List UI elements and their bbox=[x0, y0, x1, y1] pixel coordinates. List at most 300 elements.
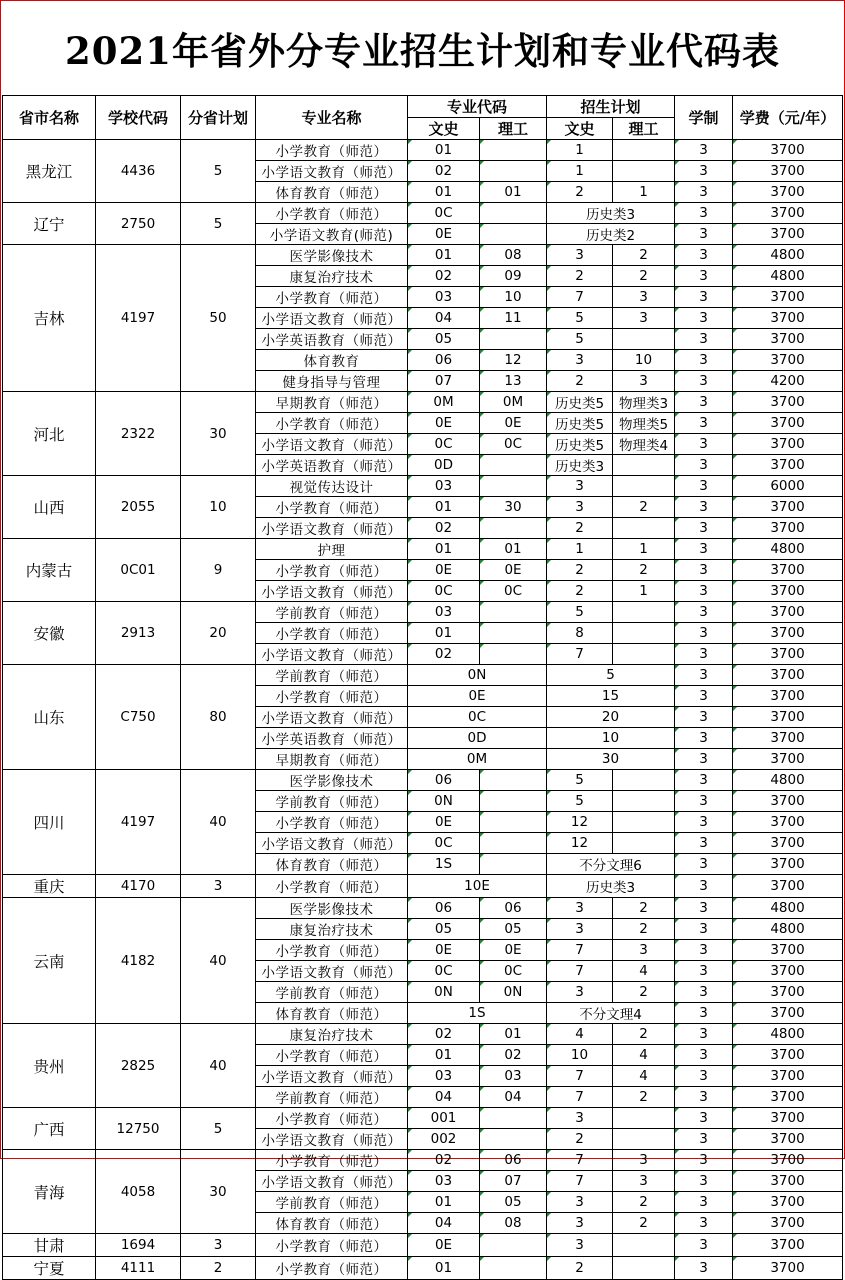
plan-liberal-cell[interactable]: 12 bbox=[547, 812, 613, 833]
tuition-cell[interactable]: 3700 bbox=[733, 224, 843, 245]
code-liberal-cell[interactable]: 001 bbox=[408, 1108, 480, 1129]
major-cell[interactable]: 小学教育（师范） bbox=[256, 686, 408, 707]
code-science-cell[interactable] bbox=[480, 812, 547, 833]
code-liberal-cell[interactable]: 01 bbox=[408, 497, 480, 518]
years-cell[interactable]: 3 bbox=[675, 644, 733, 665]
major-cell[interactable]: 小学语文教育（师范） bbox=[256, 434, 408, 455]
years-cell[interactable]: 3 bbox=[675, 308, 733, 329]
plan-liberal-cell[interactable]: 3 bbox=[547, 350, 613, 371]
province-cell[interactable]: 重庆 bbox=[3, 875, 96, 898]
plan-liberal-cell[interactable]: 7 bbox=[547, 1150, 613, 1171]
tuition-cell[interactable]: 3700 bbox=[733, 749, 843, 770]
code-liberal-cell[interactable]: 03 bbox=[408, 1066, 480, 1087]
years-cell[interactable]: 3 bbox=[675, 1024, 733, 1045]
plan-science-cell[interactable]: 3 bbox=[613, 1171, 675, 1192]
school-code-cell[interactable]: 2322 bbox=[96, 392, 181, 476]
years-cell[interactable]: 3 bbox=[675, 898, 733, 919]
major-cell[interactable]: 体育教育（师范） bbox=[256, 1003, 408, 1024]
quota-cell[interactable]: 2 bbox=[181, 1257, 256, 1280]
code-science-cell[interactable]: 09 bbox=[480, 266, 547, 287]
plan-total-cell[interactable]: 15 bbox=[547, 686, 675, 707]
years-cell[interactable]: 3 bbox=[675, 392, 733, 413]
school-code-cell[interactable]: 2825 bbox=[96, 1024, 181, 1108]
code-science-cell[interactable]: 0C bbox=[480, 961, 547, 982]
code-science-cell[interactable] bbox=[480, 602, 547, 623]
plan-science-cell[interactable]: 2 bbox=[613, 1192, 675, 1213]
tuition-cell[interactable]: 3700 bbox=[733, 644, 843, 665]
years-cell[interactable]: 3 bbox=[675, 1066, 733, 1087]
years-cell[interactable]: 3 bbox=[675, 245, 733, 266]
plan-science-cell[interactable] bbox=[613, 518, 675, 539]
plan-liberal-cell[interactable]: 10 bbox=[547, 1045, 613, 1066]
major-cell[interactable]: 体育教育（师范） bbox=[256, 1213, 408, 1234]
plan-science-cell[interactable]: 2 bbox=[613, 266, 675, 287]
school-code-cell[interactable]: 2913 bbox=[96, 602, 181, 665]
major-cell[interactable]: 小学教育（师范） bbox=[256, 623, 408, 644]
plan-science-cell[interactable] bbox=[613, 623, 675, 644]
years-cell[interactable]: 3 bbox=[675, 161, 733, 182]
major-code-cell[interactable]: 0M bbox=[408, 749, 547, 770]
years-cell[interactable]: 3 bbox=[675, 224, 733, 245]
header-quota[interactable]: 分省计划 bbox=[181, 96, 256, 140]
tuition-cell[interactable]: 3700 bbox=[733, 854, 843, 875]
province-cell[interactable]: 青海 bbox=[3, 1150, 96, 1234]
province-cell[interactable]: 辽宁 bbox=[3, 203, 96, 245]
code-liberal-cell[interactable]: 02 bbox=[408, 1024, 480, 1045]
code-science-cell[interactable]: 0C bbox=[480, 434, 547, 455]
years-cell[interactable]: 3 bbox=[675, 287, 733, 308]
major-cell[interactable]: 小学教育（师范） bbox=[256, 1234, 408, 1257]
major-code-cell[interactable]: 1S bbox=[408, 1003, 547, 1024]
major-cell[interactable]: 小学教育（师范） bbox=[256, 812, 408, 833]
quota-cell[interactable]: 80 bbox=[181, 665, 256, 770]
province-cell[interactable]: 四川 bbox=[3, 770, 96, 875]
plan-science-cell[interactable] bbox=[613, 833, 675, 854]
years-cell[interactable]: 3 bbox=[675, 329, 733, 350]
major-cell[interactable]: 小学语文教育（师范） bbox=[256, 308, 408, 329]
tuition-cell[interactable]: 3700 bbox=[733, 560, 843, 581]
plan-liberal-cell[interactable]: 5 bbox=[547, 791, 613, 812]
plan-science-cell[interactable] bbox=[613, 476, 675, 497]
major-cell[interactable]: 小学英语教育（师范） bbox=[256, 455, 408, 476]
header-tuition[interactable]: 学费（元/年） bbox=[733, 96, 843, 140]
tuition-cell[interactable]: 3700 bbox=[733, 455, 843, 476]
major-cell[interactable]: 小学语文教育（师范） bbox=[256, 961, 408, 982]
major-cell[interactable]: 小学教育（师范） bbox=[256, 1257, 408, 1280]
plan-liberal-cell[interactable]: 7 bbox=[547, 1066, 613, 1087]
plan-science-cell[interactable]: 3 bbox=[613, 287, 675, 308]
plan-science-cell[interactable]: 10 bbox=[613, 350, 675, 371]
tuition-cell[interactable]: 3700 bbox=[733, 1150, 843, 1171]
code-science-cell[interactable]: 06 bbox=[480, 898, 547, 919]
school-code-cell[interactable]: 2750 bbox=[96, 203, 181, 245]
plan-total-cell[interactable]: 不分文理6 bbox=[547, 854, 675, 875]
plan-total-cell[interactable]: 历史类3 bbox=[547, 875, 675, 898]
quota-cell[interactable]: 5 bbox=[181, 1108, 256, 1150]
code-science-cell[interactable] bbox=[480, 644, 547, 665]
plan-science-cell[interactable]: 4 bbox=[613, 1066, 675, 1087]
header-major[interactable]: 专业名称 bbox=[256, 96, 408, 140]
tuition-cell[interactable]: 3700 bbox=[733, 413, 843, 434]
plan-science-cell[interactable]: 物理类5 bbox=[613, 413, 675, 434]
major-cell[interactable]: 小学教育（师范） bbox=[256, 1108, 408, 1129]
code-science-cell[interactable] bbox=[480, 1257, 547, 1280]
code-liberal-cell[interactable]: 0E bbox=[408, 1234, 480, 1257]
years-cell[interactable]: 3 bbox=[675, 602, 733, 623]
quota-cell[interactable]: 20 bbox=[181, 602, 256, 665]
tuition-cell[interactable]: 3700 bbox=[733, 1171, 843, 1192]
school-code-cell[interactable]: 4197 bbox=[96, 245, 181, 392]
plan-liberal-cell[interactable]: 7 bbox=[547, 961, 613, 982]
code-science-cell[interactable]: 05 bbox=[480, 919, 547, 940]
major-cell[interactable]: 小学教育（师范） bbox=[256, 203, 408, 224]
plan-science-cell[interactable] bbox=[613, 644, 675, 665]
tuition-cell[interactable]: 3700 bbox=[733, 791, 843, 812]
major-cell[interactable]: 小学英语教育（师范） bbox=[256, 329, 408, 350]
plan-science-cell[interactable]: 2 bbox=[613, 1213, 675, 1234]
years-cell[interactable]: 3 bbox=[675, 1045, 733, 1066]
years-cell[interactable]: 3 bbox=[675, 182, 733, 203]
plan-science-cell[interactable] bbox=[613, 602, 675, 623]
code-science-cell[interactable]: 30 bbox=[480, 497, 547, 518]
major-cell[interactable]: 小学语文教育（师范） bbox=[256, 833, 408, 854]
plan-liberal-cell[interactable]: 3 bbox=[547, 497, 613, 518]
code-liberal-cell[interactable]: 03 bbox=[408, 476, 480, 497]
plan-liberal-cell[interactable]: 3 bbox=[547, 1192, 613, 1213]
code-science-cell[interactable]: 01 bbox=[480, 1024, 547, 1045]
plan-science-cell[interactable] bbox=[613, 791, 675, 812]
tuition-cell[interactable]: 3700 bbox=[733, 686, 843, 707]
plan-liberal-cell[interactable]: 历史类5 bbox=[547, 413, 613, 434]
plan-total-cell[interactable]: 不分文理4 bbox=[547, 1003, 675, 1024]
years-cell[interactable]: 3 bbox=[675, 707, 733, 728]
code-liberal-cell[interactable]: 04 bbox=[408, 1213, 480, 1234]
years-cell[interactable]: 3 bbox=[675, 665, 733, 686]
school-code-cell[interactable]: 2055 bbox=[96, 476, 181, 539]
header-enroll-plan[interactable]: 招生计划 bbox=[547, 96, 675, 118]
tuition-cell[interactable]: 3700 bbox=[733, 1129, 843, 1150]
tuition-cell[interactable]: 3700 bbox=[733, 518, 843, 539]
code-liberal-cell[interactable]: 01 bbox=[408, 539, 480, 560]
tuition-cell[interactable]: 3700 bbox=[733, 1213, 843, 1234]
tuition-cell[interactable]: 4800 bbox=[733, 539, 843, 560]
major-cell[interactable]: 医学影像技术 bbox=[256, 770, 408, 791]
code-liberal-cell[interactable]: 01 bbox=[408, 1192, 480, 1213]
tuition-cell[interactable]: 3700 bbox=[733, 1234, 843, 1257]
tuition-cell[interactable]: 4800 bbox=[733, 919, 843, 940]
code-liberal-cell[interactable]: 0C bbox=[408, 961, 480, 982]
years-cell[interactable]: 3 bbox=[675, 749, 733, 770]
plan-total-cell[interactable]: 20 bbox=[547, 707, 675, 728]
years-cell[interactable]: 3 bbox=[675, 371, 733, 392]
header-school-code[interactable]: 学校代码 bbox=[96, 96, 181, 140]
province-cell[interactable]: 贵州 bbox=[3, 1024, 96, 1108]
code-science-cell[interactable]: 0E bbox=[480, 560, 547, 581]
code-liberal-cell[interactable]: 0D bbox=[408, 455, 480, 476]
quota-cell[interactable]: 10 bbox=[181, 476, 256, 539]
major-cell[interactable]: 小学语文教育(师范) bbox=[256, 224, 408, 245]
province-cell[interactable]: 黑龙江 bbox=[3, 140, 96, 203]
school-code-cell[interactable]: 4111 bbox=[96, 1257, 181, 1280]
major-cell[interactable]: 体育教育 bbox=[256, 350, 408, 371]
code-liberal-cell[interactable]: 0N bbox=[408, 982, 480, 1003]
code-liberal-cell[interactable]: 02 bbox=[408, 518, 480, 539]
code-science-cell[interactable]: 11 bbox=[480, 308, 547, 329]
years-cell[interactable]: 3 bbox=[675, 1192, 733, 1213]
code-liberal-cell[interactable]: 0E bbox=[408, 224, 480, 245]
years-cell[interactable]: 3 bbox=[675, 455, 733, 476]
province-cell[interactable]: 山西 bbox=[3, 476, 96, 539]
years-cell[interactable]: 3 bbox=[675, 728, 733, 749]
province-cell[interactable]: 广西 bbox=[3, 1108, 96, 1150]
plan-science-cell[interactable]: 2 bbox=[613, 1087, 675, 1108]
years-cell[interactable]: 3 bbox=[675, 1003, 733, 1024]
province-cell[interactable]: 吉林 bbox=[3, 245, 96, 392]
plan-total-cell[interactable]: 历史类3 bbox=[547, 203, 675, 224]
school-code-cell[interactable]: 4058 bbox=[96, 1150, 181, 1234]
years-cell[interactable]: 3 bbox=[675, 350, 733, 371]
code-liberal-cell[interactable]: 06 bbox=[408, 770, 480, 791]
code-science-cell[interactable] bbox=[480, 623, 547, 644]
quota-cell[interactable]: 5 bbox=[181, 140, 256, 203]
years-cell[interactable]: 3 bbox=[675, 791, 733, 812]
header-plan-liberal[interactable]: 文史 bbox=[547, 118, 613, 140]
plan-liberal-cell[interactable]: 1 bbox=[547, 539, 613, 560]
code-liberal-cell[interactable]: 01 bbox=[408, 623, 480, 644]
school-code-cell[interactable]: C750 bbox=[96, 665, 181, 770]
years-cell[interactable]: 3 bbox=[675, 875, 733, 898]
tuition-cell[interactable]: 3700 bbox=[733, 707, 843, 728]
tuition-cell[interactable]: 3700 bbox=[733, 1257, 843, 1280]
code-science-cell[interactable]: 0C bbox=[480, 581, 547, 602]
years-cell[interactable]: 3 bbox=[675, 1171, 733, 1192]
code-science-cell[interactable] bbox=[480, 455, 547, 476]
tuition-cell[interactable]: 3700 bbox=[733, 728, 843, 749]
school-code-cell[interactable]: 4170 bbox=[96, 875, 181, 898]
years-cell[interactable]: 3 bbox=[675, 434, 733, 455]
code-science-cell[interactable] bbox=[480, 476, 547, 497]
major-cell[interactable]: 小学语文教育（师范） bbox=[256, 161, 408, 182]
tuition-cell[interactable]: 3700 bbox=[733, 940, 843, 961]
tuition-cell[interactable]: 3700 bbox=[733, 1087, 843, 1108]
plan-liberal-cell[interactable]: 12 bbox=[547, 833, 613, 854]
code-science-cell[interactable]: 0E bbox=[480, 940, 547, 961]
code-liberal-cell[interactable]: 03 bbox=[408, 602, 480, 623]
major-code-cell[interactable]: 10E bbox=[408, 875, 547, 898]
major-cell[interactable]: 小学语文教育（师范） bbox=[256, 1171, 408, 1192]
major-cell[interactable]: 小学语文教育（师范） bbox=[256, 518, 408, 539]
tuition-cell[interactable]: 3700 bbox=[733, 434, 843, 455]
quota-cell[interactable]: 40 bbox=[181, 1024, 256, 1108]
plan-liberal-cell[interactable]: 2 bbox=[547, 560, 613, 581]
plan-liberal-cell[interactable]: 7 bbox=[547, 644, 613, 665]
major-cell[interactable]: 学前教育（师范） bbox=[256, 665, 408, 686]
plan-total-cell[interactable]: 历史类2 bbox=[547, 224, 675, 245]
code-liberal-cell[interactable]: 02 bbox=[408, 1150, 480, 1171]
tuition-cell[interactable]: 3700 bbox=[733, 961, 843, 982]
province-cell[interactable]: 河北 bbox=[3, 392, 96, 476]
province-cell[interactable]: 山东 bbox=[3, 665, 96, 770]
code-liberal-cell[interactable]: 01 bbox=[408, 1257, 480, 1280]
code-science-cell[interactable] bbox=[480, 329, 547, 350]
plan-liberal-cell[interactable]: 7 bbox=[547, 1087, 613, 1108]
major-code-cell[interactable]: 0C bbox=[408, 707, 547, 728]
major-cell[interactable]: 健身指导与管理 bbox=[256, 371, 408, 392]
major-cell[interactable]: 视觉传达设计 bbox=[256, 476, 408, 497]
major-cell[interactable]: 小学教育（师范） bbox=[256, 287, 408, 308]
code-liberal-cell[interactable]: 01 bbox=[408, 140, 480, 161]
code-liberal-cell[interactable]: 06 bbox=[408, 898, 480, 919]
code-science-cell[interactable] bbox=[480, 203, 547, 224]
plan-liberal-cell[interactable]: 2 bbox=[547, 1129, 613, 1150]
school-code-cell[interactable]: 1694 bbox=[96, 1234, 181, 1257]
plan-science-cell[interactable]: 2 bbox=[613, 1024, 675, 1045]
plan-science-cell[interactable]: 1 bbox=[613, 581, 675, 602]
code-liberal-cell[interactable]: 04 bbox=[408, 1087, 480, 1108]
tuition-cell[interactable]: 3700 bbox=[733, 665, 843, 686]
header-code-science[interactable]: 理工 bbox=[480, 118, 547, 140]
tuition-cell[interactable]: 3700 bbox=[733, 1066, 843, 1087]
tuition-cell[interactable]: 3700 bbox=[733, 182, 843, 203]
code-liberal-cell[interactable]: 01 bbox=[408, 1045, 480, 1066]
major-cell[interactable]: 康复治疗技术 bbox=[256, 266, 408, 287]
code-liberal-cell[interactable]: 1S bbox=[408, 854, 480, 875]
plan-liberal-cell[interactable]: 历史类5 bbox=[547, 434, 613, 455]
code-science-cell[interactable]: 02 bbox=[480, 1045, 547, 1066]
code-liberal-cell[interactable]: 03 bbox=[408, 1171, 480, 1192]
tuition-cell[interactable]: 3700 bbox=[733, 623, 843, 644]
tuition-cell[interactable]: 3700 bbox=[733, 1003, 843, 1024]
plan-liberal-cell[interactable]: 7 bbox=[547, 1171, 613, 1192]
code-science-cell[interactable]: 04 bbox=[480, 1087, 547, 1108]
plan-liberal-cell[interactable]: 3 bbox=[547, 476, 613, 497]
code-liberal-cell[interactable]: 03 bbox=[408, 287, 480, 308]
code-science-cell[interactable]: 08 bbox=[480, 245, 547, 266]
plan-science-cell[interactable]: 物理类4 bbox=[613, 434, 675, 455]
major-cell[interactable]: 小学语文教育（师范） bbox=[256, 1066, 408, 1087]
tuition-cell[interactable]: 4800 bbox=[733, 770, 843, 791]
years-cell[interactable]: 3 bbox=[675, 266, 733, 287]
code-liberal-cell[interactable]: 0C bbox=[408, 434, 480, 455]
tuition-cell[interactable]: 4800 bbox=[733, 1024, 843, 1045]
code-liberal-cell[interactable]: 02 bbox=[408, 266, 480, 287]
quota-cell[interactable]: 30 bbox=[181, 392, 256, 476]
years-cell[interactable]: 3 bbox=[675, 812, 733, 833]
quota-cell[interactable]: 5 bbox=[181, 203, 256, 245]
plan-liberal-cell[interactable]: 历史类3 bbox=[547, 455, 613, 476]
major-cell[interactable]: 小学教育（师范） bbox=[256, 140, 408, 161]
tuition-cell[interactable]: 3700 bbox=[733, 287, 843, 308]
code-science-cell[interactable]: 06 bbox=[480, 1150, 547, 1171]
plan-science-cell[interactable] bbox=[613, 1234, 675, 1257]
years-cell[interactable]: 3 bbox=[675, 961, 733, 982]
code-science-cell[interactable]: 12 bbox=[480, 350, 547, 371]
tuition-cell[interactable]: 4800 bbox=[733, 898, 843, 919]
major-cell[interactable]: 小学语文教育（师范） bbox=[256, 644, 408, 665]
code-liberal-cell[interactable]: 02 bbox=[408, 161, 480, 182]
years-cell[interactable]: 3 bbox=[675, 413, 733, 434]
code-liberal-cell[interactable]: 0E bbox=[408, 812, 480, 833]
plan-science-cell[interactable] bbox=[613, 1108, 675, 1129]
code-science-cell[interactable]: 03 bbox=[480, 1066, 547, 1087]
major-cell[interactable]: 学前教育（师范） bbox=[256, 1192, 408, 1213]
major-cell[interactable]: 医学影像技术 bbox=[256, 245, 408, 266]
major-cell[interactable]: 小学教育（师范） bbox=[256, 875, 408, 898]
tuition-cell[interactable]: 3700 bbox=[733, 140, 843, 161]
code-liberal-cell[interactable]: 07 bbox=[408, 371, 480, 392]
plan-liberal-cell[interactable]: 8 bbox=[547, 623, 613, 644]
school-code-cell[interactable]: 4436 bbox=[96, 140, 181, 203]
major-cell[interactable]: 小学语文教育（师范） bbox=[256, 707, 408, 728]
plan-total-cell[interactable]: 30 bbox=[547, 749, 675, 770]
plan-liberal-cell[interactable]: 3 bbox=[547, 898, 613, 919]
code-liberal-cell[interactable]: 0M bbox=[408, 392, 480, 413]
years-cell[interactable]: 3 bbox=[675, 203, 733, 224]
plan-science-cell[interactable]: 2 bbox=[613, 919, 675, 940]
major-cell[interactable]: 学前教育（师范） bbox=[256, 791, 408, 812]
major-cell[interactable]: 早期教育（师范） bbox=[256, 392, 408, 413]
code-liberal-cell[interactable]: 05 bbox=[408, 919, 480, 940]
code-liberal-cell[interactable]: 0C bbox=[408, 203, 480, 224]
years-cell[interactable]: 3 bbox=[675, 539, 733, 560]
plan-liberal-cell[interactable]: 7 bbox=[547, 287, 613, 308]
plan-science-cell[interactable] bbox=[613, 770, 675, 791]
province-cell[interactable]: 甘肃 bbox=[3, 1234, 96, 1257]
plan-total-cell[interactable]: 10 bbox=[547, 728, 675, 749]
plan-science-cell[interactable]: 4 bbox=[613, 1045, 675, 1066]
quota-cell[interactable]: 3 bbox=[181, 875, 256, 898]
plan-total-cell[interactable]: 5 bbox=[547, 665, 675, 686]
quota-cell[interactable]: 9 bbox=[181, 539, 256, 602]
tuition-cell[interactable]: 3700 bbox=[733, 982, 843, 1003]
years-cell[interactable]: 3 bbox=[675, 854, 733, 875]
code-liberal-cell[interactable]: 01 bbox=[408, 245, 480, 266]
tuition-cell[interactable]: 3700 bbox=[733, 581, 843, 602]
tuition-cell[interactable]: 3700 bbox=[733, 602, 843, 623]
plan-liberal-cell[interactable]: 2 bbox=[547, 182, 613, 203]
province-cell[interactable]: 安徽 bbox=[3, 602, 96, 665]
code-science-cell[interactable] bbox=[480, 140, 547, 161]
plan-science-cell[interactable] bbox=[613, 1129, 675, 1150]
major-cell[interactable]: 小学教育（师范） bbox=[256, 497, 408, 518]
code-science-cell[interactable] bbox=[480, 833, 547, 854]
code-science-cell[interactable]: 07 bbox=[480, 1171, 547, 1192]
code-liberal-cell[interactable]: 04 bbox=[408, 308, 480, 329]
major-cell[interactable]: 小学教育（师范） bbox=[256, 940, 408, 961]
plan-liberal-cell[interactable]: 3 bbox=[547, 1234, 613, 1257]
code-science-cell[interactable] bbox=[480, 161, 547, 182]
tuition-cell[interactable]: 3700 bbox=[733, 497, 843, 518]
plan-liberal-cell[interactable]: 2 bbox=[547, 581, 613, 602]
years-cell[interactable]: 3 bbox=[675, 940, 733, 961]
tuition-cell[interactable]: 4200 bbox=[733, 371, 843, 392]
header-years[interactable]: 学制 bbox=[675, 96, 733, 140]
code-liberal-cell[interactable]: 06 bbox=[408, 350, 480, 371]
plan-science-cell[interactable]: 物理类3 bbox=[613, 392, 675, 413]
plan-liberal-cell[interactable]: 3 bbox=[547, 982, 613, 1003]
major-cell[interactable]: 护理 bbox=[256, 539, 408, 560]
major-cell[interactable]: 学前教育（师范） bbox=[256, 602, 408, 623]
tuition-cell[interactable]: 4800 bbox=[733, 245, 843, 266]
major-cell[interactable]: 小学教育（师范） bbox=[256, 560, 408, 581]
plan-science-cell[interactable]: 2 bbox=[613, 898, 675, 919]
plan-liberal-cell[interactable]: 4 bbox=[547, 1024, 613, 1045]
major-cell[interactable]: 康复治疗技术 bbox=[256, 919, 408, 940]
tuition-cell[interactable]: 3700 bbox=[733, 161, 843, 182]
province-cell[interactable]: 云南 bbox=[3, 898, 96, 1024]
major-cell[interactable]: 小学语文教育（师范） bbox=[256, 581, 408, 602]
plan-science-cell[interactable] bbox=[613, 812, 675, 833]
